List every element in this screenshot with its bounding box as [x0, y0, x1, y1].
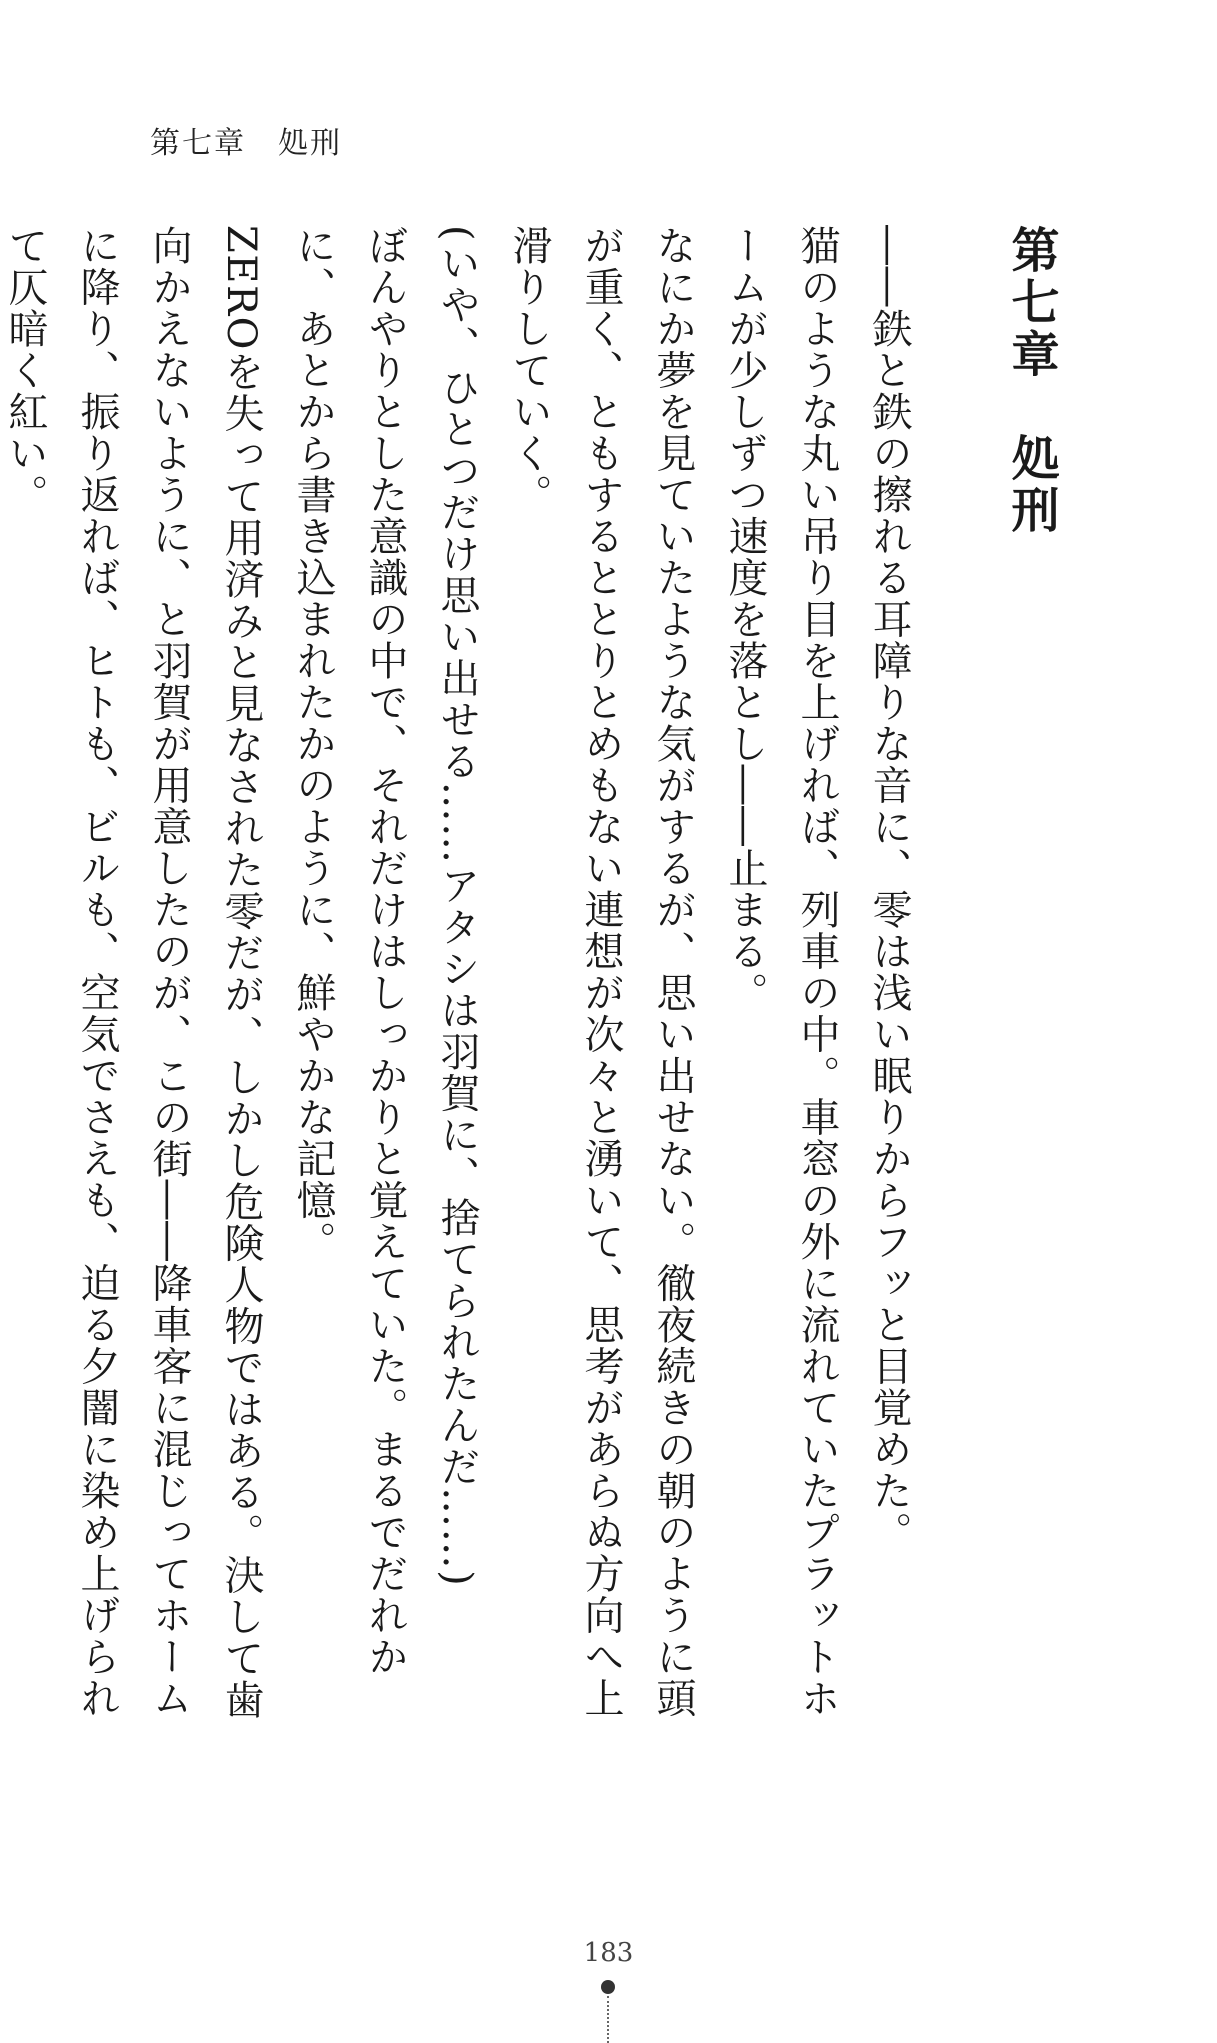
- paragraph: (いや、ひとつだけ思い出せる……アタシは羽賀に、捨てられたんだ……): [434, 225, 480, 1588]
- paragraph: 猫のような丸い吊り目を上げれば、列車の中。車窓の外に流れていたプラットホームが少しずつ速度を落とし――止まる。: [722, 225, 840, 1719]
- running-header: 第七章 処刑: [150, 126, 342, 161]
- paragraph: ZEROを失って用済みと見なされた零だが、しかし危険人物ではある。決して歯向かえないように、と羽賀が用意したのが、この街――降車客に混じってホームに降り、振り返れば、ヒトも、ビルも、空気でさえも、迫る夕闇に染め上げられて仄暗く紅い。: [2, 225, 264, 1721]
- paragraph: なにか夢を見ていたような気がするが、思い出せない。徹夜続きの朝のように頭が重く、ともするととりとめもない連想が次々と湧いて、思考があらぬ方向へ上滑りしていく。: [506, 225, 696, 1719]
- chapter-title: 第七章 処刑: [1003, 225, 1059, 537]
- page-marker-dot: [601, 1980, 615, 1994]
- paragraph: ――鉄と鉄の擦れる耳障りな音に、零は浅い眠りからフッと目覚めた。: [866, 225, 912, 1553]
- page-number: 183: [583, 1938, 634, 1968]
- paragraph: ぼんやりとした意識の中で、それだけはしっかりと覚えていた。まるでだれかに、あとから書き込まれたかのように、鮮やかな記憶。: [290, 225, 408, 1678]
- vertical-text-body: [0, 225, 1067, 1725]
- page-marker-leader: [607, 1996, 609, 2043]
